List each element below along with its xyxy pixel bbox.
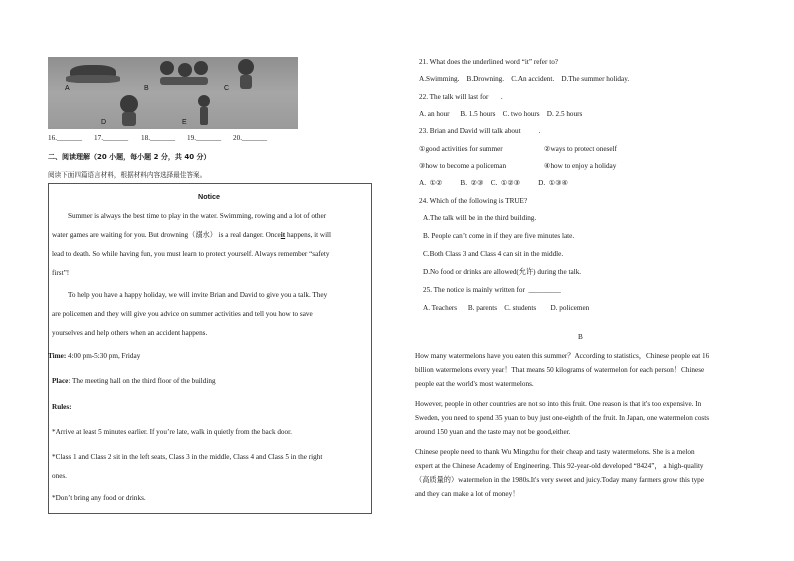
passage-b-line: expert at the Chinese Academy of Engineering. This 92-year-old developed “8424”， a high-quality (415, 462, 704, 470)
answer-blank-18[interactable]: 18._______ (141, 134, 176, 142)
question-21-options: A.Swimming. B.Drowning. C.An accident. D.The summer holiday. (419, 75, 630, 83)
notice-title: Notice (198, 192, 220, 201)
time-value: 4:00 pm-5:30 pm, Friday (66, 352, 141, 360)
picture-label-d: D (101, 119, 107, 126)
answer-blank-19[interactable]: 19._______ (187, 134, 222, 142)
passage-b-line: （高质量的）watermelon in the 1980s.It's very sweet and juicy.Today many farmers grow this type (415, 476, 704, 484)
notice-p2-line2: are policemen and they will give you advice on summer activities and tell you how to save (52, 310, 313, 318)
question-23-item-3: ③how to become a policeman (419, 162, 507, 170)
notice-p1-text: water games are waiting for you. But drowning（溺水） is a real danger. Once (52, 231, 281, 239)
notice-p1-text-rest: happens, it will (285, 231, 332, 239)
question-23-item-4: ④how to enjoy a holiday (544, 162, 617, 170)
kid-figure (194, 61, 208, 75)
question-24-option-b: B. People can’t come in if they are five minutes late. (423, 232, 575, 240)
passage-b-line: people eat the world's most watermelons. (415, 380, 534, 388)
place-label: Place (52, 377, 69, 385)
kid-figure (238, 59, 254, 75)
underlined-word-it: it (280, 231, 286, 239)
notice-rule-1: *Arrive at least 5 minutes earlier. If you’re late, walk in quietly from the back door. (52, 428, 292, 436)
kid-figure (178, 63, 192, 77)
passage-b-line: Sweden, you need to spend 35 yuan to buy just one-eighth of the fruit. In Japan, one watermelon costs (415, 414, 710, 422)
question-23-item-1: ①good activities for summer (419, 145, 503, 153)
person-body (200, 107, 208, 125)
question-25: 25. The notice is mainly written for _________ (423, 286, 561, 294)
passage-b-line: Chinese people need to thank Wu Mingzhu for their cheap and tasty watermelons. She is a melon (415, 448, 695, 456)
table-shape (160, 77, 208, 85)
question-24-option-c: C.Both Class 3 and Class 4 can sit in the middle. (423, 250, 564, 258)
notice-paragraph-1 (52, 207, 368, 283)
question-21: 21. What does the underlined word “it” refer to? (419, 58, 558, 66)
question-24-option-d: D.No food or drinks are allowed(允许) during the talk. (423, 268, 582, 276)
question-24-option-a: A.The talk will be in the third building. (423, 214, 537, 222)
notice-rule-3: *Don’t bring any food or drinks. (52, 494, 146, 502)
notice-p1-line3: lead to death. So while having fun, you must learn to protect yourself. Always remember “safety (52, 250, 330, 258)
picture-label-a: A (65, 85, 70, 92)
question-23-options: A. ①② B. ②③ C. ①②③ D. ①③④ (419, 179, 569, 187)
time-label: Time: (48, 352, 67, 360)
picture-label-c: C (224, 85, 230, 92)
notice-p1-line2 (52, 226, 368, 245)
answer-blank-20[interactable]: 20._______ (233, 134, 268, 142)
passage-b-text (415, 349, 749, 501)
notice-rules-label: Rules: (52, 403, 72, 411)
passage-b-label: B (578, 333, 583, 341)
answer-blank-16[interactable]: 16._______ (48, 134, 83, 142)
notice-p2-line1: To help you have a happy holiday, we will invite Brian and David to give you a talk. They (68, 291, 328, 299)
section-heading: 二、阅读理解（20 小题，每小题 2 分，共 40 分） (48, 153, 211, 161)
passage-b-line: billion watermelons every year！That means 50 kilograms of watermelon for each person！Chinese (415, 366, 705, 374)
picture-label-b: B (144, 85, 149, 92)
passage-b-line: How many watermelons have you eaten this summer？According to statistics，Chinese people eat 16 (415, 352, 710, 360)
notice-p1-line4: first”! (52, 269, 70, 277)
listening-picture (48, 57, 298, 129)
notice-place (52, 376, 216, 386)
place-value: : The meeting hall on the third floor of the building (68, 377, 216, 385)
question-23-item-2: ②ways to protect oneself (544, 145, 617, 153)
notice-p1-line1: Summer is always the best time to play in the water. Swimming, rowing and a lot of other (68, 212, 327, 220)
notice-paragraph-2 (52, 286, 368, 343)
question-24: 24. Which of the following is TRUE? (419, 197, 528, 205)
section-instruction: 阅读下面四篇语言材料，根据材料内容选择最佳答案。 (48, 171, 207, 179)
passage-b-line: and they can make a lot of money！ (415, 490, 520, 498)
answer-blank-17[interactable]: 17._______ (94, 134, 129, 142)
kid-figure (120, 95, 138, 113)
notice-time (48, 351, 140, 361)
picture-label-e: E (182, 119, 187, 126)
question-22: 22. The talk will last for . (419, 93, 503, 101)
question-22-options: A. an hour B. 1.5 hours C. two hours D. 2.5 hours (419, 110, 583, 118)
passage-b-line: However, people in other countries are not so into this fruit. One reason is that it's too expensive. In (415, 400, 702, 408)
passage-b-line: around 150 yuan and the taste may not be good,either. (415, 428, 571, 436)
kid-body (240, 75, 252, 89)
kid-body (122, 112, 136, 126)
notice-rule-2a: *Class 1 and Class 2 sit in the left seats, Class 3 in the middle, Class 4 and Class 5 in the right (52, 453, 323, 461)
question-23: 23. Brian and David will talk about . (419, 127, 541, 135)
notice-rule-2b: ones. (52, 472, 67, 480)
person-figure (198, 95, 210, 107)
notice-p2-line3: yourselves and help others when an accident happens. (52, 329, 208, 337)
kid-figure (160, 61, 174, 75)
question-25-options: A. Teachers B. parents C. students D. policemen (423, 304, 590, 312)
sandwich-layer (66, 75, 120, 83)
